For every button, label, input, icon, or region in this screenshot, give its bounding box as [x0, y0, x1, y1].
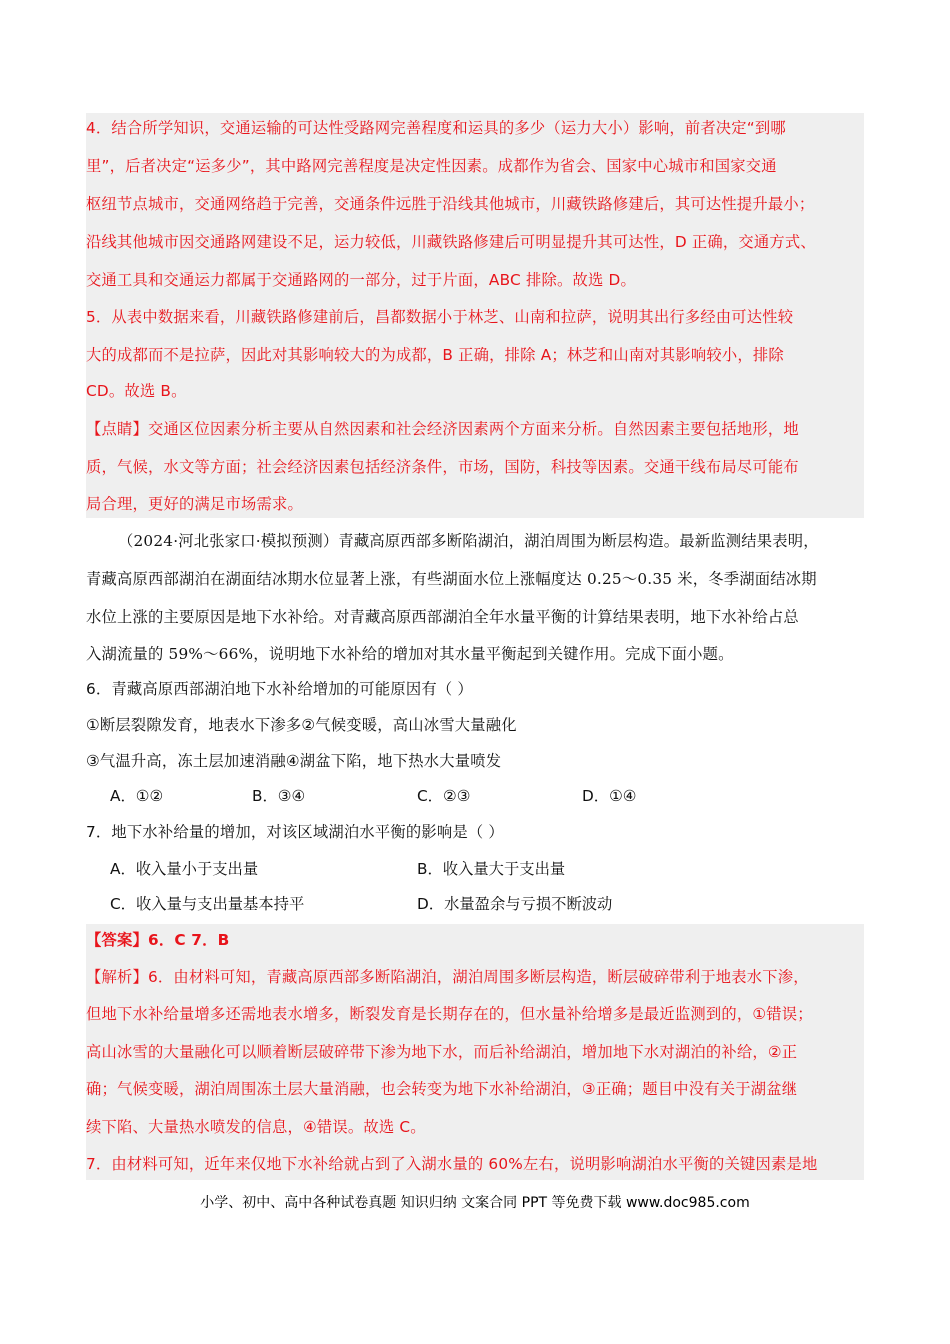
analysis-line: 确；气候变暖，湖泊周围冻土层大量消融，也会转变为地下水补给湖泊，③正确；题目中没有关于湖盆继: [86, 1080, 798, 1098]
material-line: 水位上涨的主要原因是地下水补给。对青藏高原西部湖泊全年水量平衡的计算结果表明，地下水补给占总: [86, 608, 799, 626]
question-6-stem: 6．青藏高原西部湖泊地下水补给增加的可能原因有（ ）: [86, 680, 473, 698]
analysis-line: 续下陷、大量热水喷发的信息，④错误。故选 C。: [86, 1118, 426, 1136]
material-line: （2024·河北张家口·模拟预测）青藏高原西部多断陷湖泊，湖泊周围为断层构造。最新监测结果表明，: [118, 532, 819, 550]
answer-text: 6．C 7．B: [148, 931, 230, 949]
answer-label: 【答案】: [86, 931, 148, 949]
question-7-stem: 7．地下水补给量的增加，对该区域湖泊水平衡的影响是（ ）: [86, 823, 504, 841]
analysis-line: 沿线其他城市因交通路网建设不足，运力较低，川藏铁路修建后可明显提升其可达性，D 正确，交通方式、: [86, 233, 816, 251]
material-line: 青藏高原西部湖泊在湖面结冰期水位显著上涨，有些湖面水位上涨幅度达 0.25～0.35 米，冬季湖面结冰期: [86, 570, 817, 588]
page-footer: 小学、初中、高中各种试卷真题 知识归纳 文案合同 PPT 等免费下载 www.doc985.com: [200, 1195, 750, 1211]
analysis-line: 里”，后者决定“运多少”，其中路网完善程度是决定性因素。成都作为省会、国家中心城市和国家交通: [86, 157, 777, 175]
question-6-statements-1: ①断层裂隙发育，地表水下渗多②气候变暖，高山冰雪大量融化: [86, 716, 517, 734]
question-6-option-d: D．①④: [582, 787, 637, 805]
key-point-line: 质，气候，水文等方面；社会经济因素包括经济条件，市场，国防，科技等因素。交通干线布局尽可能布: [86, 458, 799, 476]
key-point-line: 局合理，更好的满足市场需求。: [86, 495, 303, 513]
analysis-line: 5．从表中数据来看，川藏铁路修建前后，昌都数据小于林芝、山南和拉萨，说明其出行多经由可达性较: [86, 308, 794, 326]
question-7-option-d: D．水量盈余与亏损不断波动: [417, 895, 613, 913]
question-7-option-b: B．收入量大于支出量: [417, 860, 566, 878]
analysis-line: 4．结合所学知识，交通运输的可达性受路网完善程度和运具的多少（运力大小）影响，前者决定“到哪: [86, 119, 786, 137]
analysis-line: 但地下水补给量增多还需地表水增多，断裂发育是长期存在的，但水量补给增多是最近监测到的，①错误；: [86, 1005, 813, 1023]
question-6-statements-2: ③气温升高，冻土层加速消融④湖盆下陷，地下热水大量喷发: [86, 752, 502, 770]
question-7-option-a: A．收入量小于支出量: [110, 860, 259, 878]
analysis-line: 【解析】6．由材料可知，青藏高原西部多断陷湖泊，湖泊周围多断层构造，断层破碎带利于地表水下渗，: [86, 968, 809, 986]
question-6-option-c: C．②③: [417, 787, 471, 805]
analysis-line: 大的成都而不是拉萨，因此对其影响较大的为成都，B 正确，排除 A；林芝和山南对其影响较小，排除: [86, 346, 784, 364]
analysis-line: 交通工具和交通运力都属于交通路网的一部分，过于片面，ABC 排除。故选 D。: [86, 271, 636, 289]
analysis-line: CD。故选 B。: [86, 382, 187, 400]
question-6-option-b: B．③④: [252, 787, 306, 805]
answer-line: [86, 930, 230, 950]
question-7-option-c: C．收入量与支出量基本持平: [110, 895, 305, 913]
key-point-line: 【点睛】交通区位因素分析主要从自然因素和社会经济因素两个方面来分析。自然因素主要包括地形，地: [86, 420, 799, 438]
question-6-option-a: A．①②: [110, 787, 164, 805]
analysis-line: 枢纽节点城市，交通网络趋于完善，交通条件远胜于沿线其他城市，川藏铁路修建后，其可达性提升最小；: [86, 195, 815, 213]
analysis-line: 7．由材料可知，近年来仅地下水补给就占到了入湖水量的 60%左右，说明影响湖泊水平衡的关键因素是地: [86, 1155, 818, 1173]
analysis-line: 高山冰雪的大量融化可以顺着断层破碎带下渗为地下水，而后补给湖泊，增加地下水对湖泊的补给，②正: [86, 1043, 798, 1061]
material-line: 入湖流量的 59%～66%，说明地下水补给的增加对其水量平衡起到关键作用。完成下面小题。: [86, 645, 734, 663]
